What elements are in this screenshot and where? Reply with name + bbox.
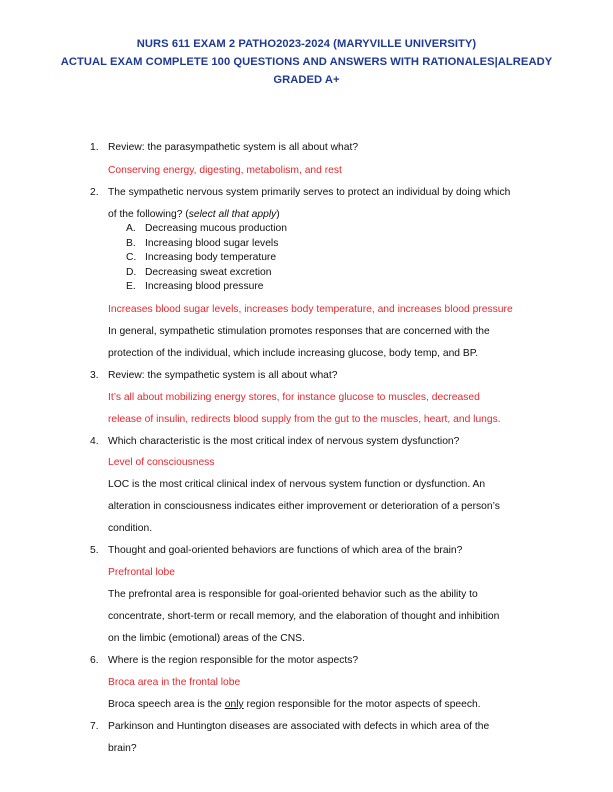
- question-1-answer: Conserving energy, digesting, metabolism, and rest: [108, 165, 342, 176]
- question-6-rationale-part-b: region responsible for the motor aspects of speech.: [243, 699, 481, 710]
- question-5-number: 5.: [90, 545, 99, 556]
- question-5-rationale-line-3: on the limbic (emotional) areas of the CNS.: [108, 633, 305, 644]
- document-title: [40, 35, 573, 89]
- question-6-answer: Broca area in the frontal lobe: [108, 677, 241, 688]
- question-3-answer-line-2: release of insulin, redirects blood supply from the gut to the muscles, heart, and lungs.: [108, 414, 501, 425]
- question-3-number: 3.: [90, 370, 99, 381]
- question-5-text: Thought and goal-oriented behaviors are functions of which area of the brain?: [108, 545, 463, 556]
- question-3-text: Review: the sympathetic system is all about what?: [108, 370, 338, 381]
- question-2-answer: Increases blood sugar levels, increases body temperature, and increases blood pressure: [108, 304, 513, 315]
- question-7-text-line-1: Parkinson and Huntington diseases are associated with defects in which area of the: [108, 721, 490, 732]
- option-letter: E.: [126, 281, 136, 292]
- title-line-3: GRADED A+: [273, 74, 340, 86]
- question-2-text-italic: select all that apply: [188, 209, 277, 220]
- option-letter: A.: [126, 223, 136, 234]
- question-3-answer-line-1: It’s all about mobilizing energy stores, for instance glucose to muscles, decreased: [108, 392, 480, 403]
- option-letter: D.: [126, 267, 137, 278]
- question-4-number: 4.: [90, 436, 99, 447]
- question-1-text: Review: the parasympathetic system is all about what?: [108, 142, 359, 153]
- title-line-2: ACTUAL EXAM COMPLETE 100 QUESTIONS AND ANSWERS WITH RATIONALES|ALREADY: [60, 56, 553, 68]
- option-text: Increasing blood pressure: [145, 281, 264, 292]
- question-4-text: Which characteristic is the most critical index of nervous system dysfunction?: [108, 436, 460, 447]
- question-7-text-line-2: brain?: [108, 743, 137, 754]
- question-1-number: 1.: [90, 142, 99, 153]
- question-6-text: Where is the region responsible for the motor aspects?: [108, 655, 359, 666]
- question-2-text-line-2: [108, 207, 280, 222]
- question-5-answer: Prefrontal lobe: [108, 567, 175, 578]
- question-5-rationale-line-2: concentrate, short-term or recall memory, and the elaboration of thought and inhibition: [108, 611, 500, 622]
- option-letter: C.: [126, 252, 137, 263]
- question-6-number: 6.: [90, 655, 99, 666]
- option-letter: B.: [126, 238, 136, 249]
- question-4-answer: Level of consciousness: [108, 457, 215, 468]
- question-2-rationale-line-2: protection of the individual, which include increasing glucose, body temp, and BP.: [108, 348, 479, 359]
- option-text: Decreasing sweat excretion: [145, 267, 272, 278]
- question-2-rationale-line-1: In general, sympathetic stimulation promotes responses that are concerned with the: [108, 326, 490, 337]
- question-4-rationale-line-1: LOC is the most critical clinical index of nervous system function or dysfunction. An: [108, 479, 486, 490]
- question-2-text-line-1: The sympathetic nervous system primarily serves to protect an individual by doing which: [108, 187, 511, 198]
- question-4-rationale-line-2: alteration in consciousness indicates either improvement or deterioration of a person’s: [108, 501, 500, 512]
- question-5-rationale-line-1: The prefrontal area is responsible for goal-oriented behavior such as the ability to: [108, 589, 478, 600]
- question-7-number: 7.: [90, 721, 99, 732]
- option-text: Increasing body temperature: [145, 252, 277, 263]
- question-6-rationale-part-a: Broca speech area is the: [108, 699, 225, 710]
- question-6-rationale: [108, 697, 481, 712]
- question-2-text-part-b: ): [276, 209, 280, 220]
- question-2-number: 2.: [90, 187, 99, 198]
- option-text: Decreasing mucous production: [145, 223, 287, 234]
- question-6-rationale-underlined: only: [224, 699, 244, 710]
- option-text: Increasing blood sugar levels: [145, 238, 279, 249]
- question-2-text-part-a: of the following? (: [108, 209, 189, 220]
- title-line-1: NURS 611 EXAM 2 PATHO2023-2024 (MARYVILLE UNIVERSITY): [136, 38, 477, 50]
- question-4-rationale-line-3: condition.: [108, 523, 153, 534]
